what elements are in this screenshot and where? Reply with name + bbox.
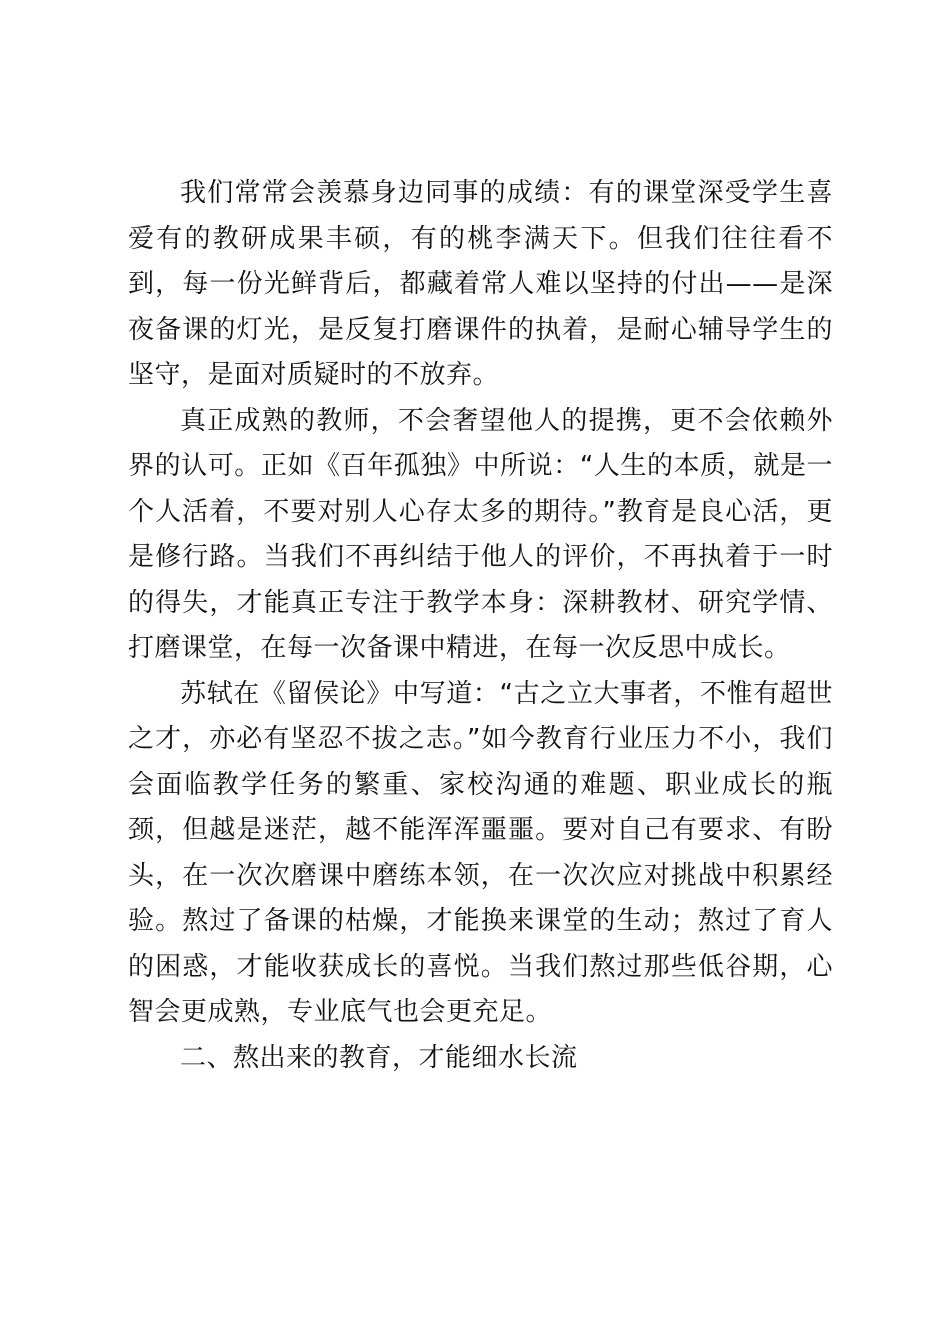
paragraph-su-shi-quote: 苏轼在《留侯论》中写道：“古之立大事者，不惟有超世之才，亦必有坚忍不拔之志。”如今教育行业压力不小，我们会面临教学任务的繁重、家校沟通的难题、职业成长的瓶颈，但越是迷茫，越不能浑浑噩噩。要对自己有要求、有盼头，在一次次磨课中磨练本领，在一次次应对挑战中积累经验。熬过了备课的枯燥，才能换来课堂的生动；熬过了育人的困惑，才能收获成长的喜悦。当我们熬过那些低谷期，心智会更成熟，专业底气也会更充足。 [128,678,833,1027]
paragraph-colleague-achievements: 我们常常会羡慕身边同事的成绩：有的课堂深受学生喜爱有的教研成果丰硕，有的桃李满天下。但我们往往看不到，每一份光鲜背后，都藏着常人难以坚持的付出——是深夜备课的灯光，是反复打磨课件的执着，是耐心辅导学生的坚守，是面对质疑时的不放弃。 [128,178,833,390]
section-heading: 二、熬出来的教育，才能细水长流 [180,1042,578,1073]
document-body [128,171,833,1081]
paragraph-mature-teacher: 真正成熟的教师，不会奢望他人的提携，更不会依赖外界的认可。正如《百年孤独》中所说：“人生的本质，就是一个人活着，不要对别人心存太多的期待。”教育是良心活，更是修行路。当我们不再纠结于他人的评价，不再执着于一时的得失，才能真正专注于教学本身：深耕教材、研究学情、打磨课堂，在每一次备课中精进，在每一次反思中成长。 [128,405,833,663]
